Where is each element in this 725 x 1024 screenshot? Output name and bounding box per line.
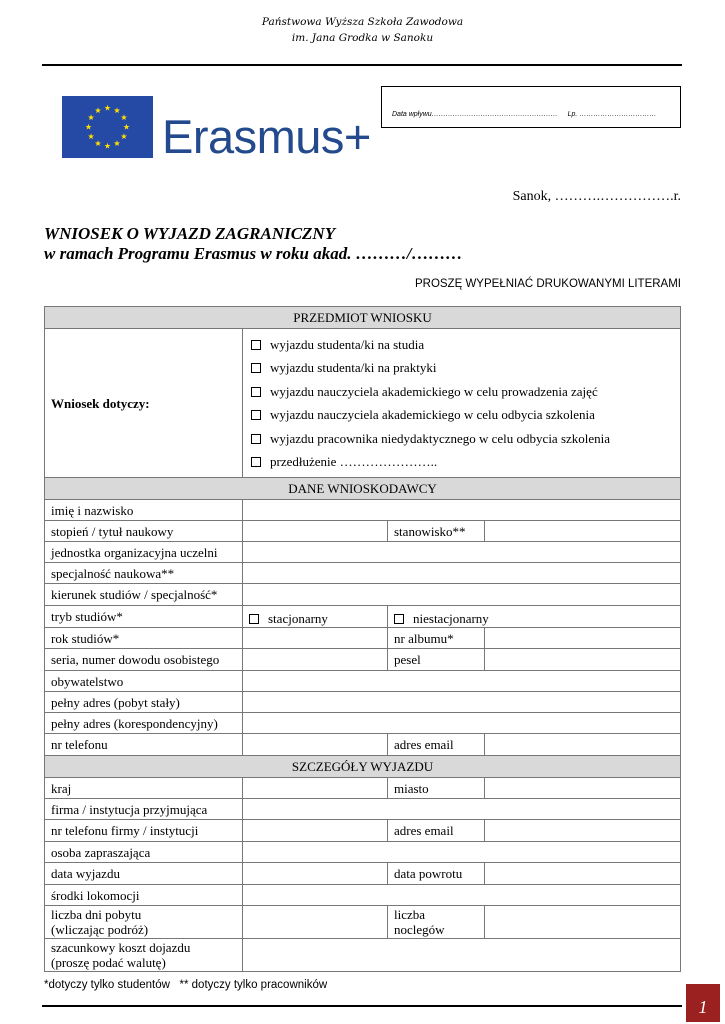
input-host-email[interactable] xyxy=(485,820,681,842)
label-album-number: nr albumu* xyxy=(388,628,485,649)
label-phone: nr telefonu xyxy=(45,734,243,756)
input-citizenship[interactable] xyxy=(243,671,681,692)
input-study-year[interactable] xyxy=(243,628,388,649)
registry-box xyxy=(381,86,681,128)
input-host-institution[interactable] xyxy=(243,799,681,820)
label-transport: środki lokomocji xyxy=(45,885,243,906)
option-teacher-training[interactable]: wyjazdu nauczyciela akademickiego w celu odbycia szkolenia xyxy=(251,403,672,426)
input-name[interactable] xyxy=(243,500,681,521)
label-city: miasto xyxy=(388,778,485,799)
label-degree: stopień / tytuł naukowy xyxy=(45,521,243,542)
footnote: *dotyczy tylko studentów ** dotyczy tylko pracowników xyxy=(44,979,328,991)
input-host-phone[interactable] xyxy=(243,820,388,842)
option-full-time[interactable]: stacjonarny xyxy=(243,606,388,628)
form-title-line-1: WNIOSEK O WYJAZD ZAGRANICZNY xyxy=(44,224,336,243)
section-header-trip: SZCZEGÓŁY WYJAZDU xyxy=(45,756,681,778)
eu-flag-icon xyxy=(62,96,153,158)
checkbox-icon[interactable] xyxy=(251,457,261,467)
label-return-date: data powrotu xyxy=(388,863,485,885)
input-city[interactable] xyxy=(485,778,681,799)
label-field-of-study: kierunek studiów / specjalność* xyxy=(45,584,243,606)
label-host-institution: firma / instytucja przyjmująca xyxy=(45,799,243,820)
input-permanent-address[interactable] xyxy=(243,692,681,713)
place-date-field[interactable]: Sanok, ……….…………….r. xyxy=(512,189,681,204)
header-divider xyxy=(42,64,682,66)
label-pesel: pesel xyxy=(388,649,485,671)
input-album-number[interactable] xyxy=(485,628,681,649)
label-host-email: adres email xyxy=(388,820,485,842)
input-unit[interactable] xyxy=(243,542,681,563)
checkbox-icon[interactable] xyxy=(251,410,261,420)
label-stay-days: liczba dni pobytu (wliczając podróż) xyxy=(45,906,243,939)
page-number: 1 xyxy=(686,984,720,1022)
input-specialty[interactable] xyxy=(243,563,681,584)
request-options xyxy=(243,329,681,478)
institution-line-2: im. Jana Grodka w Sanoku xyxy=(291,32,434,44)
input-correspondence-address[interactable] xyxy=(243,713,681,734)
label-study-year: rok studiów* xyxy=(45,628,243,649)
label-correspondence-address: pełny adres (korespondencyjny) xyxy=(45,713,243,734)
input-stay-days[interactable] xyxy=(243,906,388,939)
label-inviting-person: osoba zapraszająca xyxy=(45,842,243,863)
input-id-document[interactable] xyxy=(243,649,388,671)
checkbox-icon[interactable] xyxy=(251,363,261,373)
input-departure-date[interactable] xyxy=(243,863,388,885)
input-nights[interactable] xyxy=(485,906,681,939)
option-extension[interactable]: przedłużenie ………………….. xyxy=(251,450,672,473)
label-nights: liczba noclegów xyxy=(388,906,485,939)
form-title-line-2: w ramach Programu Erasmus w roku akad. ………/……… xyxy=(44,244,463,263)
registry-number-field[interactable]: Lp. …………………………… xyxy=(567,111,657,118)
input-transport[interactable] xyxy=(243,885,681,906)
erasmus-logo xyxy=(62,96,371,163)
checkbox-icon[interactable] xyxy=(251,434,261,444)
input-email[interactable] xyxy=(485,734,681,756)
label-specialty: specjalność naukowa** xyxy=(45,563,243,584)
section-header-applicant: DANE WNIOSKODAWCY xyxy=(45,478,681,500)
label-study-mode: tryb studiów* xyxy=(45,606,243,628)
label-unit: jednostka organizacyjna uczelni xyxy=(45,542,243,563)
label-permanent-address: pełny adres (pobyt stały) xyxy=(45,692,243,713)
label-position: stanowisko** xyxy=(388,521,485,542)
label-name: imię i nazwisko xyxy=(45,500,243,521)
input-inviting-person[interactable] xyxy=(243,842,681,863)
request-concerns-label: Wniosek dotyczy: xyxy=(45,329,243,478)
application-form-table xyxy=(44,306,681,972)
input-field-of-study[interactable] xyxy=(243,584,681,606)
input-travel-cost[interactable] xyxy=(243,939,681,972)
option-part-time[interactable]: niestacjonarny xyxy=(388,606,681,628)
checkbox-icon[interactable] xyxy=(251,340,261,350)
section-header-subject: PRZEDMIOT WNIOSKU xyxy=(45,307,681,329)
footer-divider xyxy=(42,1005,682,1007)
option-student-internship[interactable]: wyjazdu studenta/ki na praktyki xyxy=(251,356,672,379)
checkbox-icon[interactable] xyxy=(249,614,259,624)
option-student-studies[interactable]: wyjazdu studenta/ki na studia xyxy=(251,333,672,356)
form-title xyxy=(44,224,462,264)
label-country: kraj xyxy=(45,778,243,799)
label-citizenship: obywatelstwo xyxy=(45,671,243,692)
option-staff-training[interactable]: wyjazdu pracownika niedydaktycznego w celu odbycia szkolenia xyxy=(251,427,672,450)
input-degree[interactable] xyxy=(243,521,388,542)
input-pesel[interactable] xyxy=(485,649,681,671)
checkbox-icon[interactable] xyxy=(251,387,261,397)
institution-line-1: Państwowa Wyższa Szkoła Zawodowa xyxy=(261,16,464,28)
label-email: adres email xyxy=(388,734,485,756)
received-date-field[interactable]: Data wpływu……………………………………………… xyxy=(392,111,558,118)
label-travel-cost: szacunkowy koszt dojazdu (proszę podać walutę) xyxy=(45,939,243,972)
label-id-document: seria, numer dowodu osobistego xyxy=(45,649,243,671)
input-country[interactable] xyxy=(243,778,388,799)
capitals-instruction: PROSZĘ WYPEŁNIAĆ DRUKOWANYMI LITERAMI xyxy=(414,278,681,290)
option-teacher-teaching[interactable]: wyjazdu nauczyciela akademickiego w celu prowadzenia zajęć xyxy=(251,380,672,403)
checkbox-icon[interactable] xyxy=(394,614,404,624)
input-return-date[interactable] xyxy=(485,863,681,885)
input-position[interactable] xyxy=(485,521,681,542)
label-host-phone: nr telefonu firmy / instytucji xyxy=(45,820,243,842)
erasmus-wordmark: Erasmus+ xyxy=(162,110,371,163)
input-phone[interactable] xyxy=(243,734,388,756)
institution-header xyxy=(0,14,725,46)
label-departure-date: data wyjazdu xyxy=(45,863,243,885)
